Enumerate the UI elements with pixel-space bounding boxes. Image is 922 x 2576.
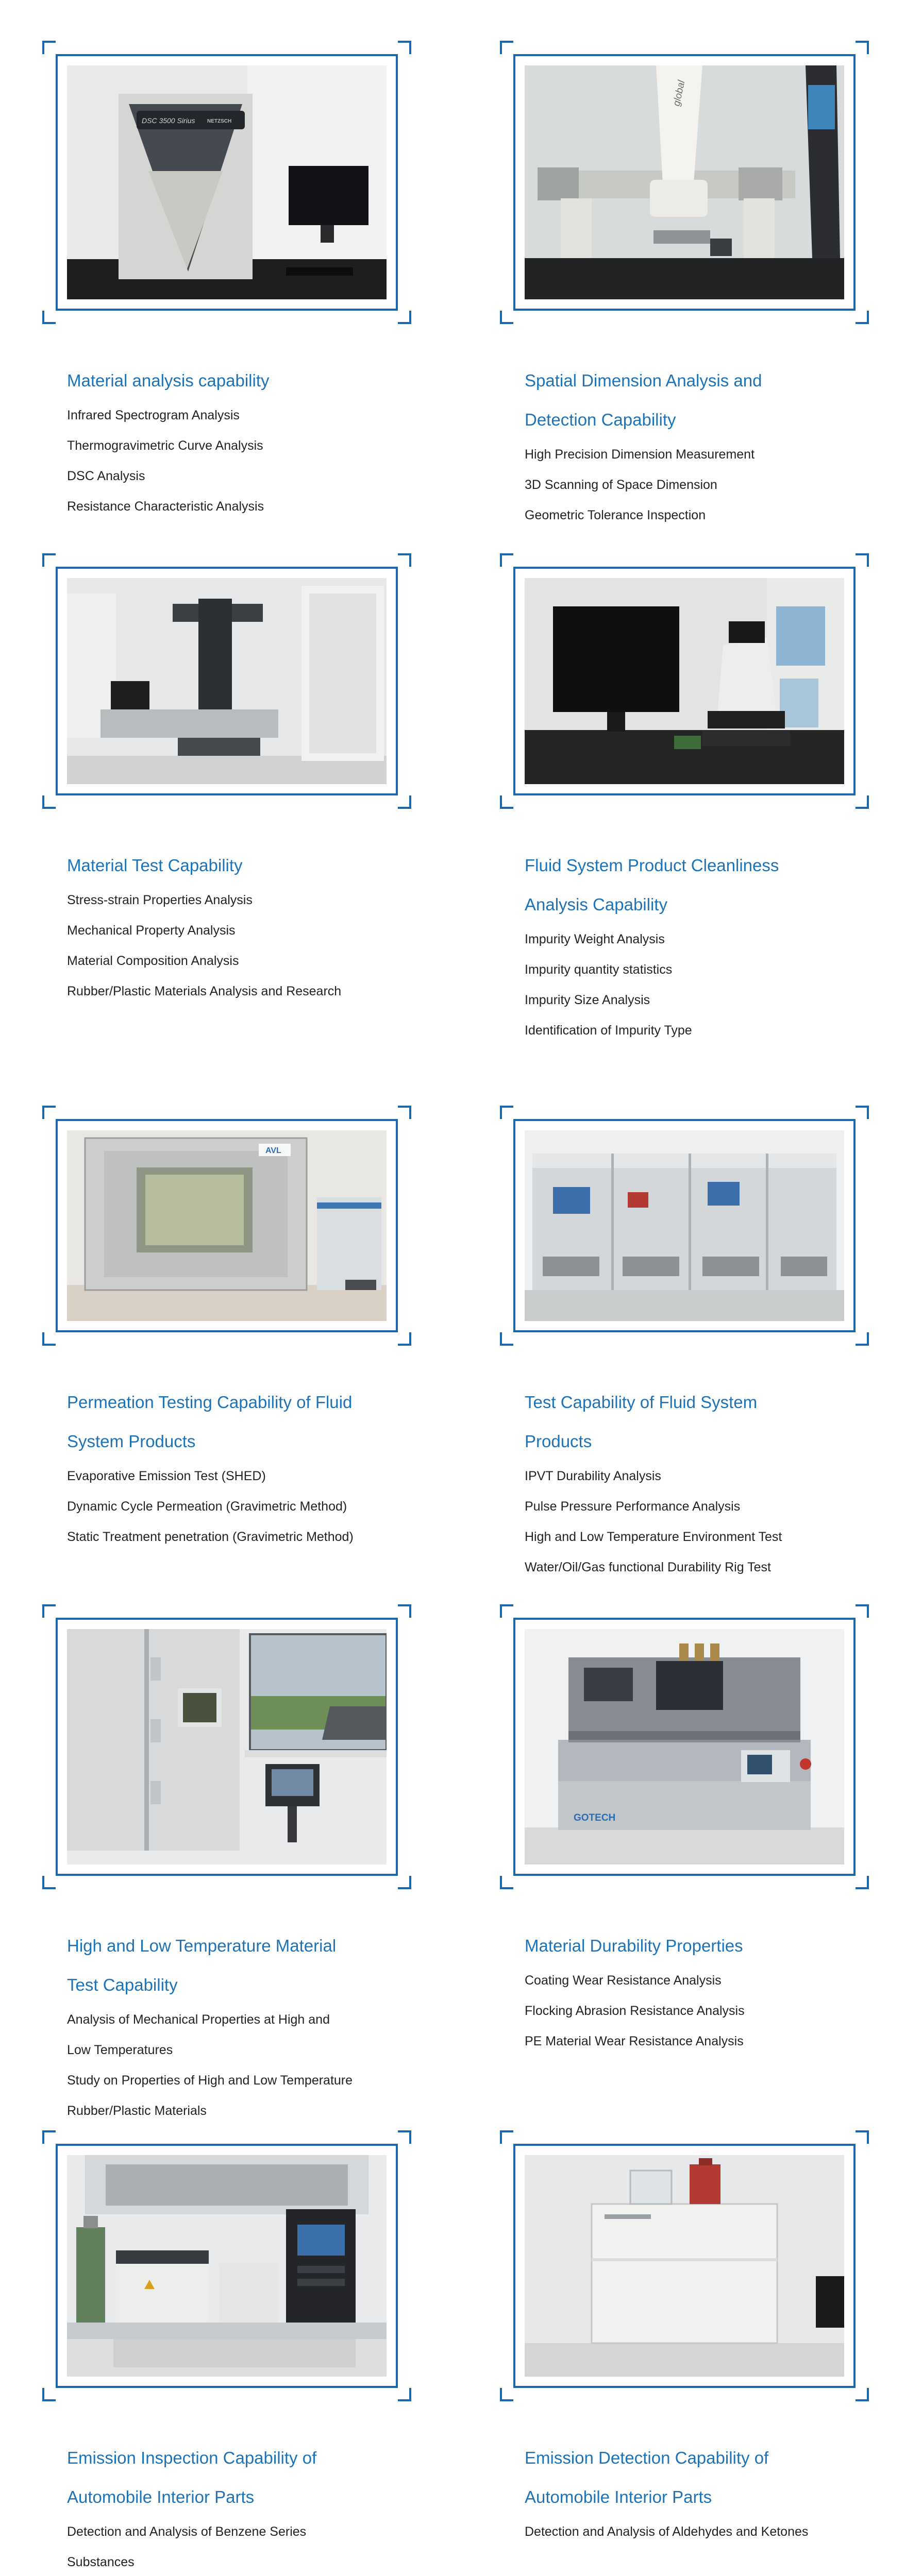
- image-box: [56, 1618, 398, 1876]
- instrument-model-label: DSC 3500 Sirius: [142, 116, 195, 125]
- red-bottle: [690, 2164, 720, 2204]
- joystick: [710, 239, 732, 256]
- chamber-window: [183, 1693, 216, 1722]
- bracket-bottom-right-icon: [856, 795, 869, 809]
- bracket-bottom-left-icon: [500, 795, 513, 809]
- tower-screen: [297, 2225, 345, 2256]
- eyepiece: [729, 621, 765, 643]
- photo-frame: [500, 1106, 869, 1346]
- card-item: High Precision Dimension Measurement: [525, 447, 755, 462]
- bracket-top-left-icon: [42, 553, 56, 567]
- monitor: [553, 606, 679, 712]
- keyboard: [286, 267, 353, 276]
- image-box: [56, 54, 398, 311]
- card-text: [525, 361, 813, 531]
- cabinet: [592, 2204, 777, 2343]
- card-text: [525, 1383, 813, 1583]
- bracket-top-right-icon: [398, 1106, 411, 1119]
- granite-table: [525, 258, 844, 299]
- equipment-photo-microscope: [525, 578, 844, 784]
- card-items: [525, 439, 813, 531]
- equipment-photo-shed-chamber: [67, 1130, 387, 1321]
- monitor: [289, 166, 368, 225]
- clamp: [679, 1643, 689, 1661]
- card-title: Emission Detection Capability of Automobile Interior Parts: [525, 2448, 769, 2506]
- emergency-stop: [800, 1758, 811, 1770]
- vent: [623, 1257, 679, 1276]
- capability-card-emission-inspection: [42, 2130, 411, 2576]
- image-box: [513, 1618, 856, 1876]
- floor: [525, 1827, 844, 1865]
- bracket-bottom-left-icon: [42, 2388, 56, 2401]
- bracket-top-right-icon: [856, 41, 869, 54]
- card-item: High and Low Temperature Environment Test: [525, 1530, 782, 1544]
- photo-frame: [500, 1604, 869, 1889]
- card-item: Detection and Analysis of Aldehydes and Ketones: [525, 2524, 809, 2539]
- bench: [525, 2343, 844, 2377]
- bench: [67, 2323, 387, 2339]
- cmm-illustration: [525, 65, 844, 299]
- monitor: [816, 2276, 844, 2328]
- hinge: [150, 1657, 161, 1681]
- card-items: [525, 2517, 813, 2547]
- bracket-bottom-left-icon: [42, 1332, 56, 1346]
- card-text: [67, 1926, 356, 2126]
- photo-frame: [42, 41, 411, 324]
- card-item: Water/Oil/Gas functional Durability Rig Test: [525, 1560, 771, 1574]
- card-title: Material Durability Properties: [525, 1936, 743, 1955]
- gcms-illustration: [67, 2155, 387, 2377]
- card-item: Detection and Analysis of Benzene Series Substances: [67, 2524, 307, 2569]
- bracket-top-right-icon: [856, 1604, 869, 1618]
- clamp: [695, 1643, 704, 1661]
- bracket-bottom-right-icon: [856, 1876, 869, 1889]
- bench: [100, 709, 278, 738]
- card-item: Dynamic Cycle Permeation (Gravimetric Method): [67, 1499, 347, 1514]
- card-text: [525, 1926, 813, 2057]
- car: [322, 1706, 385, 1740]
- card-text: [525, 2438, 813, 2547]
- capability-card-durability: [500, 1604, 869, 2057]
- image-box: [56, 1119, 398, 1332]
- card-title: Fluid System Product Cleanliness Analysis Capability: [525, 856, 779, 914]
- photo-frame: [42, 1604, 411, 1889]
- bracket-bottom-right-icon: [856, 2388, 869, 2401]
- bracket-bottom-left-icon: [42, 1876, 56, 1889]
- card-item: Mechanical Property Analysis: [67, 923, 236, 938]
- bracket-bottom-right-icon: [856, 311, 869, 324]
- card-item: Impurity Weight Analysis: [525, 932, 665, 946]
- bracket-top-right-icon: [856, 1106, 869, 1119]
- hinge: [150, 1719, 161, 1742]
- image-box: [56, 2144, 398, 2388]
- card-item: Thermogravimetric Curve Analysis: [67, 438, 263, 453]
- card-items: [67, 2005, 356, 2126]
- stage: [708, 711, 785, 728]
- card-text: [67, 1383, 356, 1552]
- bracket-top-left-icon: [42, 41, 56, 54]
- bracket-top-left-icon: [500, 553, 513, 567]
- capability-card-material-test: [42, 553, 411, 1007]
- photo-frame: [500, 553, 869, 809]
- bracket-bottom-right-icon: [398, 795, 411, 809]
- test-bench-illustration: [525, 1130, 844, 1321]
- image-box: [513, 54, 856, 311]
- bracket-top-left-icon: [500, 1604, 513, 1618]
- bracket-top-left-icon: [42, 2130, 56, 2144]
- side-unit: [317, 1197, 381, 1290]
- card-item: Geometric Tolerance Inspection: [525, 508, 706, 522]
- capability-card-cleanliness: [500, 553, 869, 1046]
- clamp: [710, 1643, 719, 1661]
- bracket-top-right-icon: [856, 553, 869, 567]
- equipment-photo-walkin-chamber: [67, 1629, 387, 1865]
- equipment-photo-gcms: [67, 2155, 387, 2377]
- thermal-desorber-illustration: [525, 2155, 844, 2377]
- equipment-photo-dsc-analyzer: [67, 65, 387, 299]
- bracket-bottom-left-icon: [500, 1332, 513, 1346]
- capability-card-spatial-dimension: [500, 41, 869, 531]
- bracket-top-right-icon: [398, 2130, 411, 2144]
- bracket-top-left-icon: [42, 1106, 56, 1119]
- abrasion-tester-illustration: [525, 1629, 844, 1865]
- card-items: [525, 1965, 813, 2057]
- capability-card-material-analysis: [42, 41, 411, 522]
- equipment-photo-thermal-desorber: [525, 2155, 844, 2377]
- walkin-chamber-illustration: [67, 1629, 387, 1865]
- card-title: Material Test Capability: [67, 856, 243, 875]
- photo-frame: [42, 2130, 411, 2401]
- gas-cylinder: [76, 2227, 105, 2330]
- bracket-bottom-right-icon: [398, 2388, 411, 2401]
- card-item: Identification of Impurity Type: [525, 1023, 692, 1038]
- card-text: [67, 2438, 356, 2576]
- image-box: [513, 2144, 856, 2388]
- bracket-top-left-icon: [500, 2130, 513, 2144]
- shed-chamber-illustration: [67, 1130, 387, 1321]
- photo-frame: [500, 2130, 869, 2401]
- card-title: Permeation Testing Capability of Fluid System Products: [67, 1393, 353, 1451]
- bracket-top-left-icon: [500, 1106, 513, 1119]
- fixture: [653, 230, 710, 244]
- vent: [781, 1257, 827, 1276]
- card-item: Flocking Abrasion Resistance Analysis: [525, 2004, 745, 2018]
- control-screen: [553, 1187, 590, 1214]
- bracket-bottom-right-icon: [398, 1332, 411, 1346]
- image-box: [513, 1119, 856, 1332]
- dsc-analyzer-illustration: [67, 65, 387, 299]
- card-items: [67, 400, 356, 522]
- card-item: Infrared Spectrogram Analysis: [67, 408, 240, 422]
- poster: [776, 606, 825, 666]
- vent: [543, 1257, 599, 1276]
- image-box: [513, 567, 856, 795]
- card-item: Coating Wear Resistance Analysis: [525, 1973, 722, 1988]
- capability-card-permeation: [42, 1106, 411, 1552]
- card-items: [67, 2517, 356, 2576]
- machine-brand-label: global: [671, 79, 688, 108]
- monitor: [111, 681, 149, 709]
- bracket-top-left-icon: [500, 41, 513, 54]
- card-item: Impurity quantity statistics: [525, 962, 673, 977]
- hinge: [150, 1781, 161, 1804]
- card-item: Analysis of Mechanical Properties at High and Low Temperatures: [67, 2012, 330, 2057]
- bracket-bottom-right-icon: [398, 1876, 411, 1889]
- card-item: 3D Scanning of Space Dimension: [525, 478, 717, 492]
- bracket-bottom-left-icon: [42, 795, 56, 809]
- bracket-bottom-right-icon: [398, 311, 411, 324]
- card-item: Evaporative Emission Test (SHED): [67, 1469, 266, 1483]
- bracket-bottom-left-icon: [500, 311, 513, 324]
- card-text: [67, 846, 356, 1007]
- controller: [674, 736, 701, 749]
- bracket-top-left-icon: [42, 1604, 56, 1618]
- card-item: Pulse Pressure Performance Analysis: [525, 1499, 741, 1514]
- card-text: [67, 361, 356, 522]
- bracket-top-right-icon: [856, 2130, 869, 2144]
- glass-jar: [630, 2171, 672, 2204]
- card-item: Study on Properties of High and Low Temperature Rubber/Plastic Materials: [67, 2073, 353, 2118]
- card-item: Rubber/Plastic Materials Analysis and Research: [67, 984, 342, 998]
- instrument-brand-label: NETZSCH: [207, 118, 232, 124]
- capability-card-high-low-temp: [42, 1604, 411, 2126]
- under-bench-cabinet: [113, 2339, 356, 2367]
- card-title: High and Low Temperature Material Test Capability: [67, 1936, 337, 1994]
- card-item: Impurity Size Analysis: [525, 993, 650, 1007]
- bracket-bottom-left-icon: [500, 1876, 513, 1889]
- card-item: Static Treatment penetration (Gravimetric Method): [67, 1530, 354, 1544]
- equipment-photo-test-bench: [525, 1130, 844, 1321]
- equipment-photo-abrasion-tester: [525, 1629, 844, 1865]
- card-text: [525, 846, 813, 1046]
- card-title: Spatial Dimension Analysis and Detection Capability: [525, 371, 762, 429]
- bracket-top-right-icon: [398, 41, 411, 54]
- equipment-photo-cmm: [525, 65, 844, 299]
- card-items: [67, 885, 356, 1007]
- equipment-photo-tensile-tester: [67, 578, 387, 784]
- card-item: IPVT Durability Analysis: [525, 1469, 661, 1483]
- bracket-bottom-right-icon: [856, 1332, 869, 1346]
- card-items: [525, 924, 813, 1046]
- card-item: Stress-strain Properties Analysis: [67, 893, 253, 907]
- bracket-top-right-icon: [398, 553, 411, 567]
- card-title: Material analysis capability: [67, 371, 270, 390]
- photo-frame: [42, 1106, 411, 1346]
- vent: [702, 1257, 759, 1276]
- poster: [780, 679, 818, 727]
- microscope-illustration: [525, 578, 844, 784]
- capability-card-fluid-test: [500, 1106, 869, 1583]
- photo-frame: [42, 553, 411, 809]
- avl-logo-label: AVL: [265, 1146, 281, 1155]
- capability-card-emission-detection: [500, 2130, 869, 2547]
- gotech-logo-label: GOTECH: [574, 1812, 616, 1823]
- card-item: Resistance Characteristic Analysis: [67, 499, 264, 514]
- bracket-top-right-icon: [398, 1604, 411, 1618]
- floor: [525, 1290, 844, 1321]
- card-item: DSC Analysis: [67, 469, 145, 483]
- image-box: [56, 567, 398, 795]
- control-screen: [708, 1182, 740, 1206]
- card-item: Material Composition Analysis: [67, 954, 239, 968]
- card-items: [525, 1461, 813, 1583]
- card-items: [67, 1461, 356, 1552]
- bracket-bottom-left-icon: [500, 2388, 513, 2401]
- card-title: Emission Inspection Capability of Automobile Interior Parts: [67, 2448, 317, 2506]
- tensile-tester-illustration: [67, 578, 387, 784]
- card-item: PE Material Wear Resistance Analysis: [525, 2034, 744, 2048]
- photo-frame: [500, 41, 869, 324]
- card-title: Test Capability of Fluid System Products: [525, 1393, 758, 1451]
- bracket-bottom-left-icon: [42, 311, 56, 324]
